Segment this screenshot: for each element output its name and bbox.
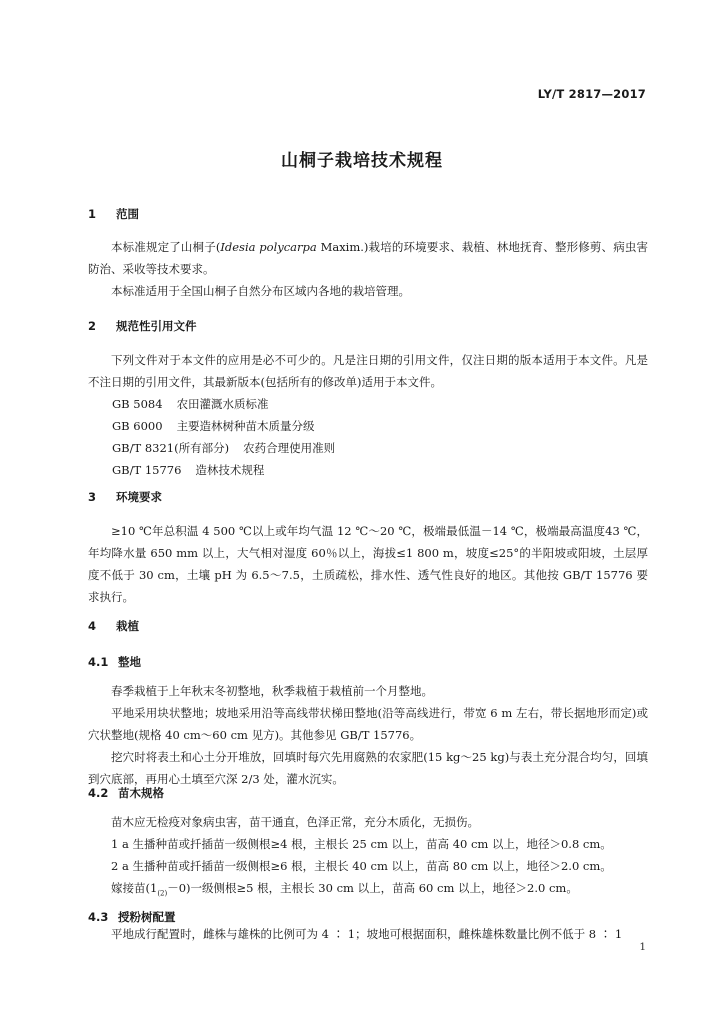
section-2-paragraph-1: 下列文件对于本文件的应用是必不可少的。凡是注日期的引用文件，仅注日期的版本适用于本文件。凡是不注日期的引用文件，其最新版本(包括所有的修改单)适用于本文件。 xyxy=(88,353,648,389)
section-3-heading xyxy=(88,489,162,505)
section-4-3-paragraph-1: 平地成行配置时，雌株与雄株的比例可为 4 ∶ 1；坡地可根据面积，雌株雄株数量比例不低于 8 ∶ 1 xyxy=(111,927,623,941)
reference-item xyxy=(112,415,315,437)
reference-name: 主要造林树种苗木质量分级 xyxy=(176,419,315,433)
section-4-1-title: 整地 xyxy=(118,655,141,669)
text-run: －0)一级侧根≥5 根，主根长 30 cm 以上，苗高 60 cm 以上，地径＞2.0 cm。 xyxy=(167,881,578,895)
reference-code: GB/T 15776 xyxy=(112,463,182,477)
reference-item xyxy=(112,393,269,415)
section-4-2-paragraph-3: 2 a 生播种苗或扦插苗一级侧根≥6 根，主根长 40 cm 以上，苗高 80 cm 以上，地径＞2.0 cm。 xyxy=(111,859,612,873)
reference-code: GB 6000 xyxy=(112,419,163,433)
section-4-1-paragraph-2: 平地采用块状整地；坡地采用沿等高线带状梯田整地(沿等高线进行，带宽 6 m 左右，带长据地形而定)或穴状整地(规格 40 cm～60 cm 见方)。其他参见 GB/T 15776。 xyxy=(88,706,648,742)
section-3-paragraph-1: ≥10 ℃年总积温 4 500 ℃以上或年均气温 12 ℃～20 ℃，极端最低温－14 ℃，极端最高温度43 ℃，年均降水量 650 mm 以上，大气相对湿度 60％以上，海拔≤1 800 m，坡度≤25°的半阳坡或阳坡，土层厚度不低于 30 cm，土壤 pH 为 6.5～7.5，土质疏松，排水性、透气性良好的地区。其他按 GB/T 15776 要求执行。 xyxy=(88,524,648,604)
latin-name: Idesia polycarpa xyxy=(220,240,317,254)
standard-code: LY/T 2817—2017 xyxy=(537,87,646,101)
section-1-paragraph-1 xyxy=(88,236,648,280)
page-number: 1 xyxy=(639,941,646,953)
section-1-number: 1 xyxy=(88,207,97,221)
reference-item xyxy=(112,437,335,459)
section-4-heading xyxy=(88,618,139,634)
reference-name: 造林技术规程 xyxy=(195,463,265,477)
reference-code: GB/T 8321(所有部分) xyxy=(112,441,230,455)
section-1-title: 范围 xyxy=(116,207,139,221)
section-4-1-heading xyxy=(88,654,141,670)
section-3-number: 3 xyxy=(88,490,97,504)
document-title: 山桐子栽培技术规程 xyxy=(281,151,443,171)
section-2-number: 2 xyxy=(88,319,97,333)
section-4-3-number: 4.3 xyxy=(88,910,109,924)
section-1-heading xyxy=(88,206,139,222)
reference-name: 农田灌溉水质标准 xyxy=(176,397,269,411)
section-4-2-title: 苗木规格 xyxy=(118,786,164,800)
section-1-paragraph-2: 本标准适用于全国山桐子自然分布区域内各地的栽培管理。 xyxy=(111,284,410,298)
section-4-1-number: 4.1 xyxy=(88,655,109,669)
section-2-title: 规范性引用文件 xyxy=(116,319,197,333)
subscript: (2) xyxy=(157,889,168,898)
section-4-1-paragraph-1: 春季栽植于上年秋末冬初整地，秋季栽植于栽植前一个月整地。 xyxy=(111,684,433,698)
section-4-2-paragraph-1: 苗木应无检疫对象病虫害，苗干通直，色泽正常，充分木质化，无损伤。 xyxy=(111,815,479,829)
section-4-2-paragraph-2: 1 a 生播种苗或扦插苗一级侧根≥4 根，主根长 25 cm 以上，苗高 40 cm 以上，地径＞0.8 cm。 xyxy=(111,837,612,851)
reference-item xyxy=(112,459,264,481)
reference-code: GB 5084 xyxy=(112,397,163,411)
section-4-2-heading xyxy=(88,785,164,801)
text-run: 嫁接苗(1 xyxy=(111,881,158,895)
section-4-title: 栽植 xyxy=(116,619,139,633)
section-4-1-paragraph-3: 挖穴时将表土和心土分开堆放，回填时每穴先用腐熟的农家肥(15 kg～25 kg)与表土充分混合均匀，回填到穴底部，再用心土填至穴深 2/3 处，灌水沉实。 xyxy=(88,750,648,786)
text-run: 本标准规定了山桐子( xyxy=(111,240,221,254)
section-4-2-number: 4.2 xyxy=(88,786,109,800)
section-3-title: 环境要求 xyxy=(116,490,162,504)
section-2-heading xyxy=(88,318,197,334)
text-run: Maxim.)栽培的环境要求、栽植、林地抚育、整形修剪、病虫害防治、采收等技术要求。 xyxy=(88,240,648,276)
section-4-3-title: 授粉树配置 xyxy=(118,910,176,924)
section-4-2-paragraph-4 xyxy=(88,877,648,904)
reference-name: 农药合理使用准则 xyxy=(243,441,336,455)
section-4-number: 4 xyxy=(88,619,97,633)
